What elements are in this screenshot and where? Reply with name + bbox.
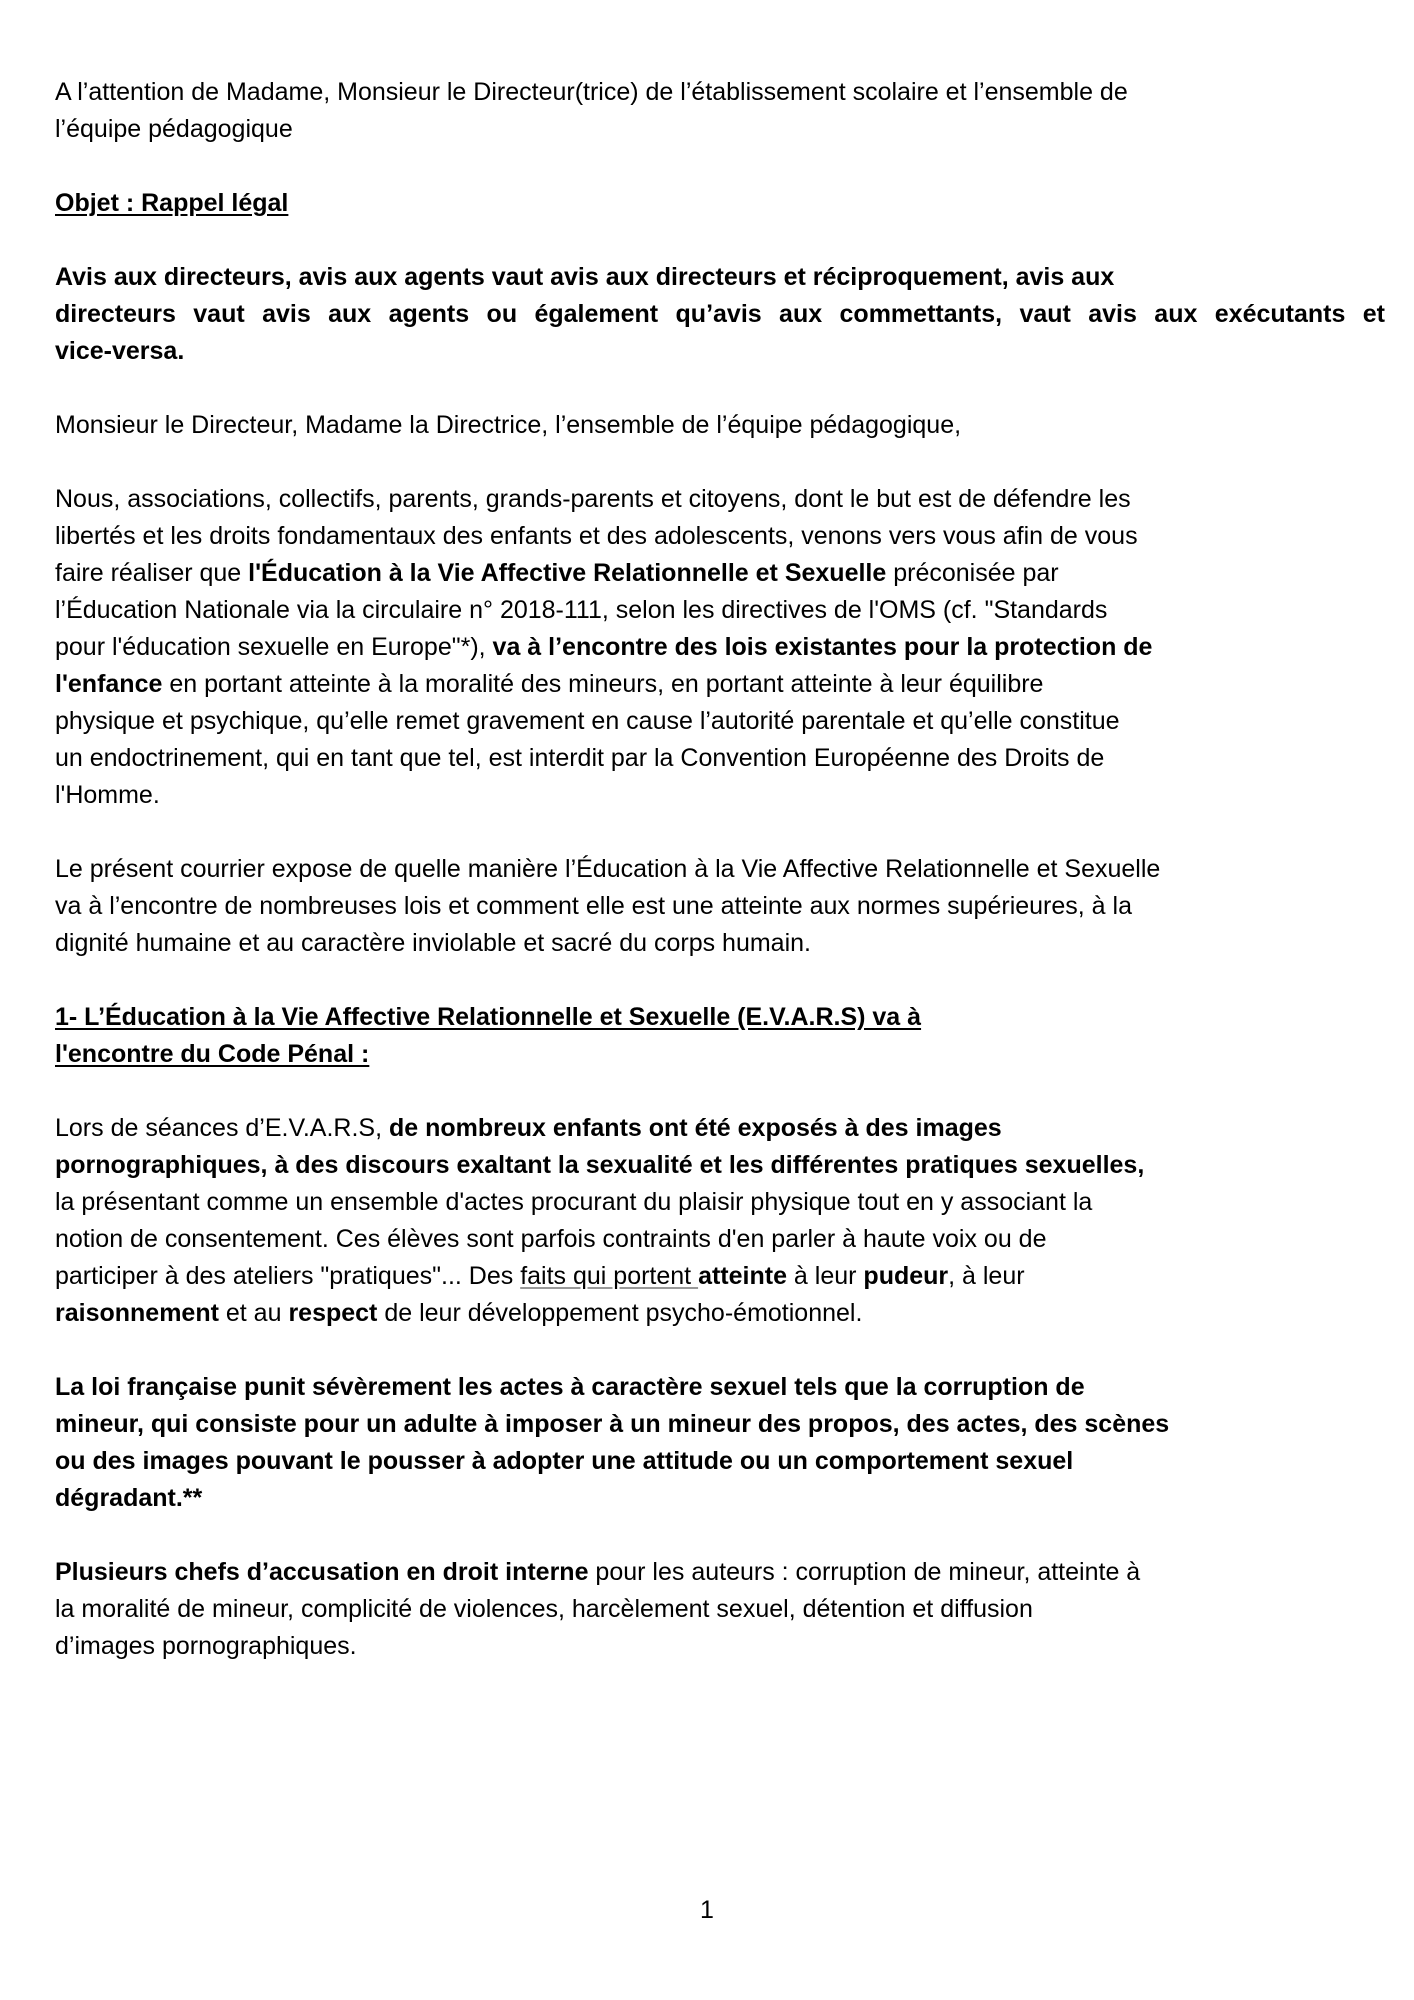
- intro-text: préconisée par: [886, 559, 1059, 587]
- intro-emphasis: l'enfance: [55, 670, 163, 698]
- charges-line: d’images pornographiques.: [55, 1632, 357, 1660]
- intro-text: faire réaliser que: [55, 559, 249, 587]
- intro-text: en portant atteinte à la moralité des mineurs, en portant atteinte à leur équilibre: [162, 670, 1044, 698]
- charges-line: la moralité de mineur, complicité de violences, harcèlement sexuel, détention et diffusion: [55, 1595, 1033, 1623]
- seances-text: de leur développement psycho-émotionnel.: [377, 1299, 863, 1327]
- intro-line: [55, 555, 1385, 592]
- notice-line: directeurs vaut avis aux agents ou également qu’avis aux commettants, vaut avis aux exécutants et: [55, 300, 1385, 328]
- seances-line: [55, 1258, 1385, 1295]
- subject-text: Objet : Rappel légal: [55, 189, 289, 217]
- seances-emphasis: respect: [288, 1299, 378, 1327]
- subject-heading: [55, 185, 1385, 222]
- intro-emphasis: l'Éducation à la Vie Affective Relationnelle et Sexuelle: [248, 559, 887, 587]
- charges-text: pour les auteurs : corruption de mineur, atteinte à: [588, 1558, 1141, 1586]
- present-line: dignité humaine et au caractère inviolable et sacré du corps humain.: [55, 929, 811, 957]
- notice-line: Avis aux directeurs, avis aux agents vaut avis aux directeurs et réciproquement, avis aux: [55, 263, 1115, 291]
- intro-line: l'Homme.: [55, 781, 160, 809]
- section-heading: [55, 1036, 1385, 1073]
- intro-text: pour l'éducation sexuelle en Europe"*),: [55, 633, 493, 661]
- seances-emphasis: raisonnement: [55, 1299, 219, 1327]
- law-line: La loi française punit sévèrement les actes à caractère sexuel tels que la corruption de: [55, 1373, 1085, 1401]
- seances-line: notion de consentement. Ces élèves sont parfois contraints d'en parler à haute voix ou de: [55, 1225, 1047, 1253]
- header-line: A l’attention de Madame, Monsieur le Directeur(trice) de l’établissement scolaire et l’ensemble de: [55, 78, 1128, 106]
- law-line: dégradant.**: [55, 1484, 203, 1512]
- charges-emphasis: Plusieurs chefs d’accusation en droit interne: [55, 1558, 589, 1586]
- notice-line: vice-versa.: [55, 337, 185, 365]
- header-line: l’équipe pédagogique: [55, 115, 293, 143]
- seances-line: [55, 1110, 1385, 1147]
- law-line: ou des images pouvant le pousser à adopter une attitude ou un comportement sexuel: [55, 1447, 1074, 1475]
- letter-body: [55, 74, 1385, 1665]
- section-heading: [55, 999, 1385, 1036]
- seances-line: la présentant comme un ensemble d'actes procurant du plaisir physique tout en y associant la: [55, 1188, 1093, 1216]
- salutation: Monsieur le Directeur, Madame la Directrice, l’ensemble de l’équipe pédagogique,: [55, 411, 962, 439]
- present-line: Le présent courrier expose de quelle manière l’Éducation à la Vie Affective Relationnelle et Sexuelle: [55, 855, 1161, 883]
- intro-line: l’Éducation Nationale via la circulaire n° 2018-111, selon les directives de l'OMS (cf. "Standards: [55, 596, 1108, 624]
- seances-text: Lors de séances d’E.V.A.R.S,: [55, 1114, 389, 1142]
- intro-emphasis: va à l’encontre des lois existantes pour la protection de: [492, 633, 1153, 661]
- law-line: mineur, qui consiste pour un adulte à imposer à un mineur des propos, des actes, des scènes: [55, 1410, 1170, 1438]
- intro-line: libertés et les droits fondamentaux des enfants et des adolescents, venons vers vous afin de vous: [55, 522, 1138, 550]
- seances-emphasis: de nombreux enfants ont été exposés à des images: [388, 1114, 1002, 1142]
- seances-emphasis: atteinte: [698, 1262, 787, 1290]
- present-line: va à l’encontre de nombreuses lois et comment elle est une atteinte aux normes supérieures, à la: [55, 892, 1132, 920]
- section-title: 1- L’Éducation à la Vie Affective Relationnelle et Sexuelle (E.V.A.R.S) va à: [55, 1003, 922, 1031]
- seances-text: à leur: [786, 1262, 864, 1290]
- intro-line: [55, 629, 1385, 666]
- seances-underlined: faits qui portent: [520, 1262, 699, 1290]
- intro-line: Nous, associations, collectifs, parents, grands-parents et citoyens, dont le but est de défendre les: [55, 485, 1131, 513]
- seances-text: participer à des ateliers "pratiques"... Des: [55, 1262, 521, 1290]
- intro-line: [55, 666, 1385, 703]
- seances-text: et au: [218, 1299, 289, 1327]
- page-number: 1: [700, 1896, 714, 1924]
- seances-line: [55, 1295, 1385, 1332]
- charges-line: [55, 1554, 1385, 1591]
- intro-line: physique et psychique, qu’elle remet gravement en cause l’autorité parentale et qu’elle constitue: [55, 707, 1120, 735]
- section-title: l'encontre du Code Pénal :: [55, 1040, 370, 1068]
- intro-line: un endoctrinement, qui en tant que tel, est interdit par la Convention Européenne des Droits de: [55, 744, 1105, 772]
- seances-text: , à leur: [948, 1262, 1025, 1290]
- seances-emphasis: pudeur: [863, 1262, 949, 1290]
- seances-line: pornographiques, à des discours exaltant la sexualité et les différentes pratiques sexuelles,: [55, 1151, 1145, 1179]
